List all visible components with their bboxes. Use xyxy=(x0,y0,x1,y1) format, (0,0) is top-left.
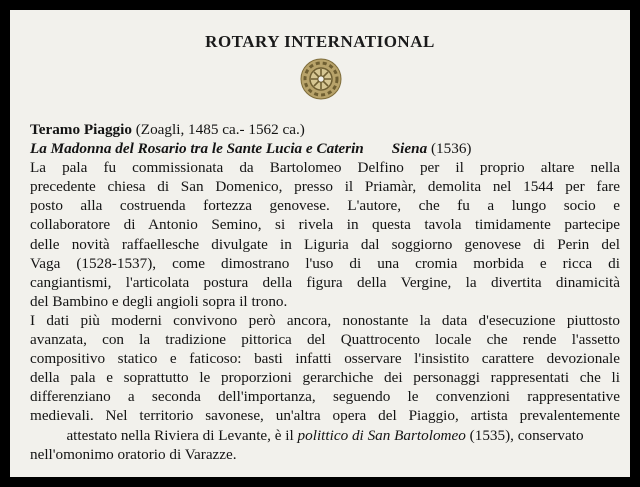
body-line: differenziano a seconda dell'importanza, seguendo le convenzioni rappresentative xyxy=(30,388,620,406)
body-line: medievali. Nel territorio savonese, un'altra opera del Piaggio, artista prevalentemente xyxy=(30,407,620,425)
body-line: delle novità raffaellesche divulgate in Liguria dal soggiorno genovese di Perin del xyxy=(30,235,620,253)
body-line xyxy=(30,426,620,445)
body-line: Vaga (1528-1537), come dimostrano l'uso di una cromia morbida e ricca di xyxy=(30,254,620,272)
body-line: La pala fu commissionata da Bartolomeo Delfino per il proprio altare nella xyxy=(30,159,620,177)
artist-line xyxy=(30,120,620,139)
artist-name: Teramo Piaggio xyxy=(30,121,132,138)
body-line: precedente chiesa di San Domenico, presso il Priamàr, demolita nel 1544 per fare xyxy=(30,178,620,196)
body-line: nell'omonimo oratorio di Varazze. xyxy=(30,445,237,463)
body-line: della pala e soprattutto le proporzioni gerarchiche dei personaggi rappresentati che li xyxy=(30,369,620,387)
caption-text xyxy=(30,120,620,464)
page-title: ROTARY INTERNATIONAL xyxy=(205,32,435,51)
work-title-cont: Siena xyxy=(391,140,428,158)
body-line: collaboratore di Antonio Semino, si rivela in questa tavola timidamente partecipe xyxy=(30,216,620,234)
caption-panel xyxy=(10,10,630,477)
body-line: cangiantismi, l'articolata postura della figura della Vergine, la divertita dinamicità xyxy=(30,273,620,291)
work-title-line xyxy=(30,139,620,158)
body-line: compositivo statico e faticoso: basti infatti osservare l'insistito carattere devozionale xyxy=(30,350,620,368)
line-text: attestato nella Riviera di Levante, è il xyxy=(66,426,298,444)
body-line: I dati più moderni convivono però ancora, nonostante la data d'esecuzione piuttosto xyxy=(30,311,620,329)
artist-details: (Zoagli, 1485 ca.- 1562 ca.) xyxy=(131,121,305,138)
body-line: avanzata, con la tradizione pittorica del Quattrocento locale che rende l'assetto xyxy=(30,331,620,349)
work-date: (1536) xyxy=(427,140,472,158)
body-line: posto alla costruenda fortezza genovese. L'autore, che fu a lungo socio e xyxy=(30,197,620,215)
body-line: del Bambino e degli angioli sopra il trono. xyxy=(30,292,288,310)
polittico-title: polittico di San Bartolomeo xyxy=(297,426,466,444)
rotary-wheel-icon xyxy=(299,57,343,101)
line-text: (1535), conservato xyxy=(465,426,584,444)
work-title: La Madonna del Rosario tra le Sante Lucia e Caterin xyxy=(30,140,364,158)
